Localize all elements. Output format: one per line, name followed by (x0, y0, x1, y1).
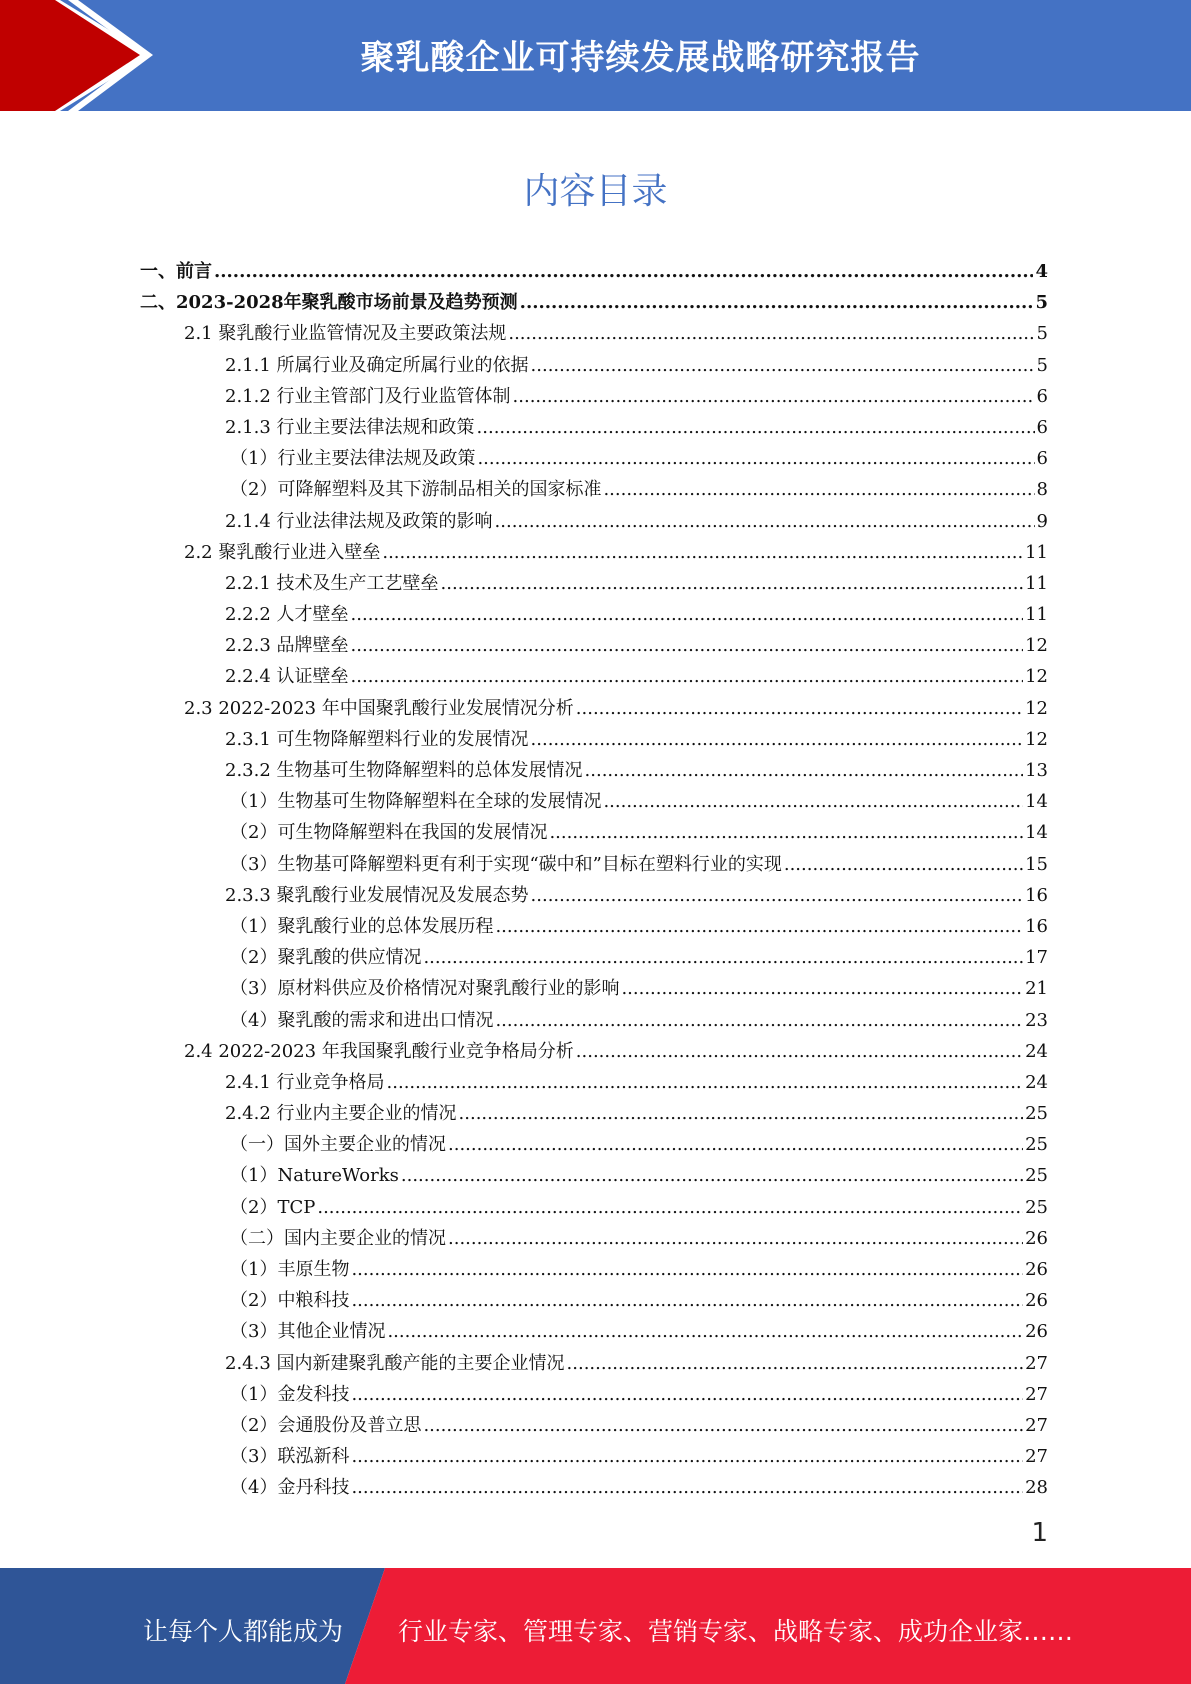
toc-entry-label: （二）国内主要企业的情况 (230, 1227, 446, 1249)
toc-entry-label: 2.3.3 聚乳酸行业发展情况及发展态势 (225, 884, 529, 906)
toc-entry-page: 23 (1025, 1009, 1048, 1031)
toc-entry-label: （1）丰原生物 (230, 1259, 350, 1280)
toc-entry-page: 15 (1025, 853, 1048, 875)
toc-entry-page: 27 (1025, 1414, 1048, 1436)
toc-entry[interactable] (140, 725, 1048, 756)
toc-entry[interactable] (140, 1130, 1048, 1161)
toc-entry[interactable] (140, 569, 1048, 600)
toc-leader-dots (448, 1228, 1023, 1249)
toc-entry-label: （2）会通股份及普立思 (230, 1414, 422, 1436)
toc-entry-label: （一）国外主要企业的情况 (230, 1134, 446, 1156)
toc-entry[interactable] (140, 1193, 1048, 1224)
report-title: 聚乳酸企业可持续发展战略研究报告 (360, 38, 921, 78)
toc-entry-label: 2.1.2 行业主管部门及行业监管体制 (225, 385, 511, 407)
toc-entry-page: 5 (1036, 354, 1048, 376)
toc-entry-label: （1）NatureWorks (230, 1165, 399, 1187)
toc-entry[interactable] (140, 1099, 1048, 1130)
toc-entry[interactable] (140, 1161, 1048, 1192)
toc-entry[interactable] (140, 475, 1048, 506)
toc-leader-dots (531, 355, 1035, 376)
toc-entry-page: 14 (1025, 791, 1048, 813)
toc-leader-dots (214, 261, 1033, 282)
toc-entry[interactable] (140, 1473, 1048, 1504)
toc-entry[interactable] (140, 912, 1048, 943)
toc-leader-dots (513, 386, 1035, 407)
toc-entry[interactable] (140, 1411, 1048, 1442)
toc-heading: 内容目录 (523, 171, 668, 212)
toc-leader-dots (423, 947, 1023, 968)
page-footer (0, 1568, 1191, 1684)
toc-entry[interactable] (140, 943, 1048, 974)
toc-leader-dots (576, 698, 1023, 719)
toc-entry-page: 26 (1025, 1290, 1048, 1312)
toc-entry-label: 2.4.1 行业竞争格局 (225, 1071, 385, 1093)
toc-entry-page: 5 (1036, 323, 1048, 345)
toc-entry-page: 27 (1025, 1383, 1048, 1405)
toc-leader-dots (549, 822, 1023, 843)
toc-entry[interactable] (140, 600, 1048, 631)
toc-entry-label: 2.2.1 技术及生产工艺壁垒 (225, 572, 439, 594)
toc-entry[interactable] (140, 1349, 1048, 1380)
toc-entry-label: 2.1.1 所属行业及确定所属行业的依据 (225, 354, 529, 376)
toc-entry[interactable] (140, 1037, 1048, 1068)
toc-entry-label: （1）生物基可生物降解塑料在全球的发展情况 (230, 791, 602, 813)
toc-entry[interactable] (140, 319, 1048, 350)
toc-entry[interactable] (140, 756, 1048, 787)
toc-entry[interactable] (140, 631, 1048, 662)
toc-leader-dots (603, 791, 1023, 812)
toc-leader-dots (351, 1446, 1023, 1467)
toc-entry[interactable] (140, 787, 1048, 818)
toc-entry-page: 6 (1036, 385, 1048, 407)
toc-entry-label: 2.2 聚乳酸行业进入壁垒 (184, 541, 381, 563)
toc-entry-page: 25 (1025, 1103, 1048, 1125)
toc-entry-label: 2.1.4 行业法律法规及政策的影响 (225, 510, 493, 532)
toc-entry-label: （2）中粮科技 (230, 1290, 350, 1312)
toc-leader-dots (520, 292, 1034, 313)
toc-leader-dots (459, 1103, 1024, 1124)
toc-entry[interactable] (140, 1006, 1048, 1037)
toc-entry[interactable] (140, 351, 1048, 382)
toc-leader-dots (495, 1010, 1023, 1031)
toc-entry[interactable] (140, 413, 1048, 444)
toc-entry-page: 25 (1025, 1196, 1048, 1218)
toc-entry-page: 16 (1025, 884, 1048, 906)
toc-entry-label: （1）聚乳酸行业的总体发展历程 (230, 915, 494, 937)
toc-entry-label: 2.2.4 认证壁垒 (225, 666, 349, 688)
toc-entry-page: 24 (1025, 1071, 1048, 1093)
toc-entry-page: 11 (1025, 541, 1048, 563)
toc-entry-page: 4 (1035, 261, 1048, 282)
toc-entry-label: （3）联泓新科 (230, 1446, 350, 1468)
toc-entry-page: 16 (1025, 915, 1048, 937)
page-number: 1 (1031, 1518, 1048, 1548)
toc-entry[interactable] (140, 1068, 1048, 1099)
toc-entry-label: （3）生物基可降解塑料更有利于实现“碳中和”目标在塑料行业的实现 (230, 853, 782, 875)
toc-entry[interactable] (140, 382, 1048, 413)
toc-entry-label: （1）行业主要法律法规及政策 (230, 448, 476, 470)
toc-entry-page: 6 (1036, 416, 1048, 438)
toc-entry-page: 12 (1025, 635, 1048, 657)
toc-leader-dots (531, 729, 1024, 750)
toc-entry-page: 9 (1036, 510, 1048, 532)
toc-entry-page: 26 (1025, 1321, 1048, 1343)
toc-entry[interactable] (140, 507, 1048, 538)
toc-leader-dots (531, 885, 1024, 906)
toc-leader-dots (351, 1259, 1023, 1280)
toc-entry[interactable] (140, 444, 1048, 475)
toc-entry-label: 2.3 2022-2023 年中国聚乳酸行业发展情况分析 (184, 697, 574, 719)
toc-entry[interactable] (140, 1255, 1048, 1286)
toc-leader-dots (621, 978, 1023, 999)
toc-entry-label: 2.1 聚乳酸行业监管情况及主要政策法规 (184, 323, 507, 345)
toc-entry-label: （2）可生物降解塑料在我国的发展情况 (230, 822, 548, 844)
toc-leader-dots (576, 1041, 1023, 1062)
toc-leader-dots (401, 1165, 1023, 1186)
toc-leader-dots (351, 1477, 1023, 1498)
toc-entry[interactable] (140, 257, 1048, 288)
toc-entry-page: 14 (1025, 822, 1048, 844)
toc-entry-page: 11 (1025, 604, 1048, 626)
toc-leader-dots (387, 1321, 1023, 1342)
toc-leader-dots (448, 1134, 1023, 1155)
toc-entry-page: 26 (1025, 1259, 1048, 1280)
toc-entry-page: 12 (1025, 666, 1048, 688)
toc-leader-dots (495, 511, 1035, 532)
toc-leader-dots (351, 1290, 1023, 1311)
toc-entry-label: （4）金丹科技 (230, 1477, 350, 1499)
toc-entry-label: 2.3.2 生物基可生物降解塑料的总体发展情况 (225, 760, 583, 781)
toc-entry-page: 17 (1025, 947, 1048, 969)
toc-entry-page: 27 (1025, 1352, 1048, 1374)
toc-entry[interactable] (140, 881, 1048, 912)
toc-entry[interactable] (140, 538, 1048, 569)
toc-entry-label: 2.3.1 可生物降解塑料行业的发展情况 (225, 728, 529, 750)
toc-leader-dots (508, 323, 1034, 344)
toc-entry-label: 2.2.2 人才壁垒 (225, 604, 349, 626)
toc-entry-page: 12 (1025, 728, 1048, 750)
toc-entry-label: 2.2.3 品牌壁垒 (225, 635, 349, 657)
toc-entry[interactable] (140, 288, 1048, 319)
toc-leader-dots (477, 448, 1034, 469)
toc-entry-label: 2.1.3 行业主要法律法规和政策 (225, 416, 475, 438)
toc-entry-page: 11 (1025, 572, 1048, 594)
toc-entry-page: 26 (1025, 1227, 1048, 1249)
toc-entry[interactable] (140, 1286, 1048, 1317)
toc-leader-dots (495, 916, 1023, 937)
toc-entry-label: （3）其他企业情况 (230, 1321, 386, 1343)
toc-leader-dots (784, 854, 1023, 875)
table-of-contents (140, 257, 1048, 1505)
toc-leader-dots (567, 1353, 1024, 1374)
toc-entry-label: 2.4.2 行业内主要企业的情况 (225, 1103, 457, 1125)
toc-leader-dots (477, 417, 1035, 438)
toc-leader-dots (603, 479, 1034, 500)
footer-slogan: 让每个人都能成为 (143, 1617, 344, 1646)
toc-leader-dots (387, 1072, 1024, 1093)
toc-entry-label: （2）可降解塑料及其下游制品相关的国家标准 (230, 479, 602, 501)
toc-entry[interactable] (140, 1442, 1048, 1473)
toc-entry[interactable] (140, 1380, 1048, 1411)
toc-entry-page: 25 (1025, 1165, 1048, 1187)
toc-entry-label: 2.4.3 国内新建聚乳酸产能的主要企业情况 (225, 1352, 565, 1374)
toc-leader-dots (351, 1384, 1023, 1405)
toc-entry-page: 13 (1025, 760, 1048, 781)
toc-leader-dots (585, 760, 1024, 781)
toc-entry-page: 24 (1025, 1040, 1048, 1062)
toc-entry-label: （2）TCP (230, 1196, 316, 1218)
toc-leader-dots (441, 573, 1024, 594)
toc-entry-page: 5 (1035, 292, 1048, 314)
toc-leader-dots (351, 604, 1024, 625)
toc-entry-page: 6 (1036, 448, 1048, 470)
toc-entry-page: 21 (1025, 978, 1048, 1000)
toc-entry-label: 2.4 2022-2023 年我国聚乳酸行业竞争格局分析 (184, 1040, 574, 1062)
toc-entry[interactable] (140, 662, 1048, 693)
toc-entry-page: 12 (1025, 697, 1048, 719)
toc-leader-dots (351, 635, 1024, 656)
toc-entry[interactable] (140, 1317, 1048, 1348)
toc-entry[interactable] (140, 694, 1048, 725)
toc-entry-label: 二、2023-2028年聚乳酸市场前景及趋势预测 (140, 292, 518, 314)
page-header (0, 0, 1191, 111)
toc-entry-page: 8 (1036, 479, 1048, 501)
toc-entry-page: 28 (1025, 1477, 1048, 1499)
toc-entry-label: （2）聚乳酸的供应情况 (230, 947, 422, 969)
toc-leader-dots (351, 666, 1024, 687)
toc-leader-dots (317, 1197, 1023, 1218)
footer-roles: 行业专家、管理专家、营销专家、战略专家、成功企业家…… (398, 1617, 1074, 1646)
toc-entry-label: （3）原材料供应及价格情况对聚乳酸行业的影响 (230, 978, 620, 1000)
toc-entry[interactable] (140, 1224, 1048, 1255)
toc-entry-label: 一、前言 (140, 261, 212, 282)
toc-entry[interactable] (140, 818, 1048, 849)
toc-entry-label: （4）聚乳酸的需求和进出口情况 (230, 1009, 494, 1031)
toc-entry[interactable] (140, 974, 1048, 1005)
toc-entry[interactable] (140, 850, 1048, 881)
toc-leader-dots (382, 542, 1023, 563)
toc-leader-dots (423, 1415, 1023, 1436)
toc-entry-label: （1）金发科技 (230, 1383, 350, 1405)
toc-entry-page: 25 (1025, 1134, 1048, 1156)
toc-entry-page: 27 (1025, 1446, 1048, 1468)
